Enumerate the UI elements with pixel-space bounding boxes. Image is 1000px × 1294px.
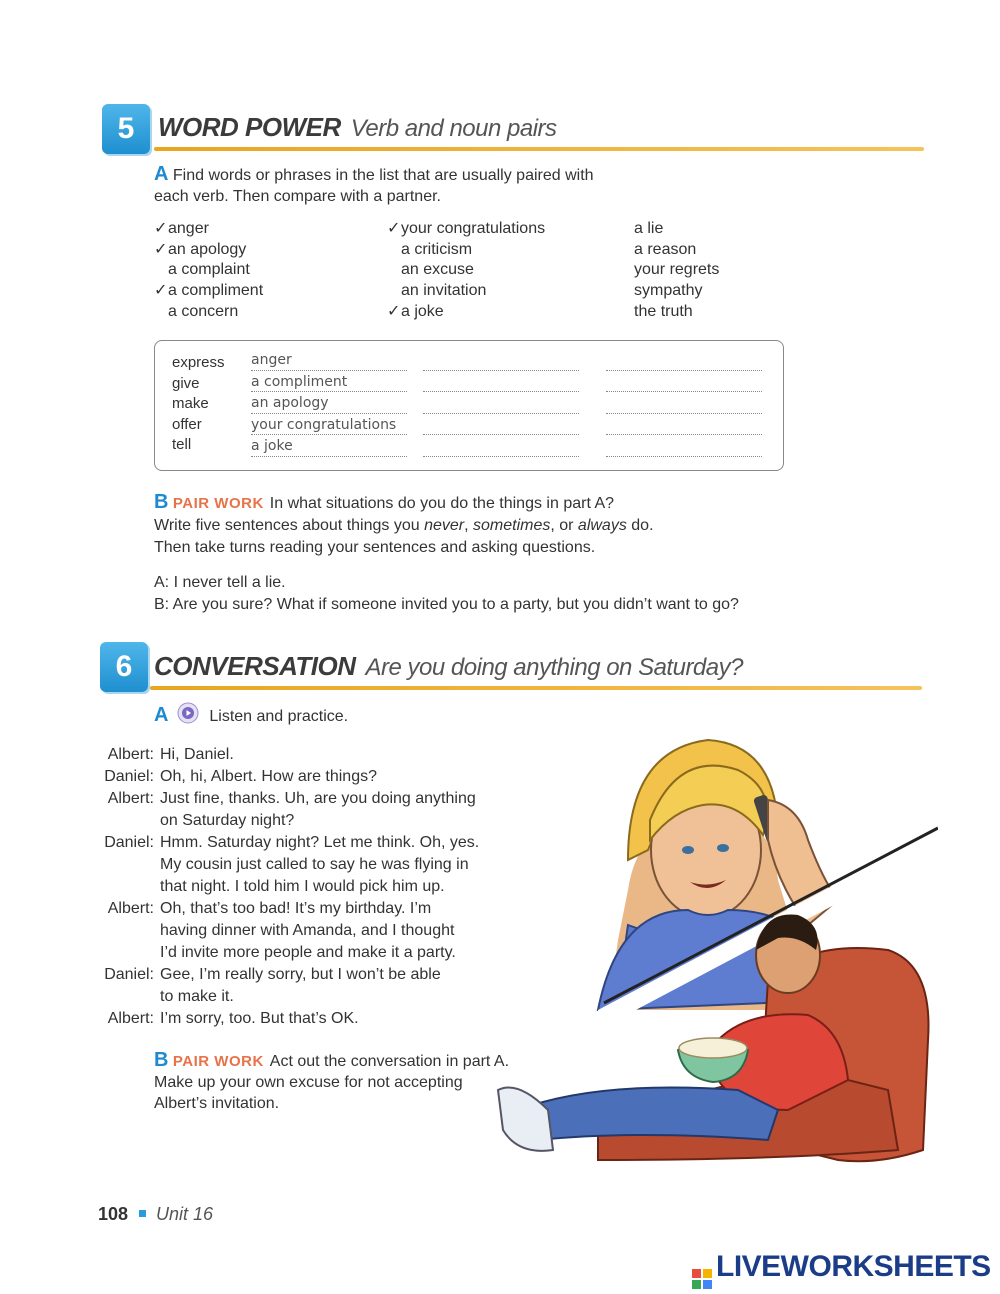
listen-instruction: Listen and practice. xyxy=(209,708,349,725)
pair-work-label: PAIR WORK xyxy=(172,495,264,512)
part-a-letter: A xyxy=(154,704,169,726)
answer-column-2 xyxy=(423,350,579,458)
word-list-column-2 xyxy=(387,219,545,323)
word-list-column-1 xyxy=(154,219,263,323)
dialogue-turn: Albert: Hi, Daniel. xyxy=(96,744,556,766)
part-b-letter: B xyxy=(154,491,169,513)
example-dialogue xyxy=(154,572,854,616)
part-b-line-1: Act out the conversation in part A. xyxy=(269,1053,510,1070)
verb-column xyxy=(172,353,225,456)
word-list-item: a concern xyxy=(168,302,239,320)
word-list-item: a lie xyxy=(634,220,664,237)
audio-play-icon[interactable] xyxy=(177,702,199,730)
verb-label: give xyxy=(172,374,200,392)
word-list-item: ✓a joke xyxy=(387,302,545,323)
part-b-line-2: Make up your own excuse for not accepting xyxy=(154,1074,463,1091)
answer-field[interactable] xyxy=(423,393,579,414)
checkmark-icon: ✓ xyxy=(387,220,401,237)
answer-field[interactable] xyxy=(606,393,762,414)
dialogue-turn: Daniel: Gee, I’m really sorry, but I won’t be able to make it. xyxy=(96,964,556,1008)
section-6-subtitle: Are you doing anything on Saturday? xyxy=(365,654,743,681)
word-list-item: ✓anger xyxy=(154,219,263,240)
speaker-name: Albert: xyxy=(107,790,154,807)
section-6-divider xyxy=(150,686,922,690)
answer-field[interactable] xyxy=(606,436,762,457)
dialogue-turn: Daniel: Hmm. Saturday night? Let me think. Oh, yes. My cousin just called to say he was flying in that night. I told him I would pick him up. xyxy=(96,832,556,898)
section-6-number-badge: 6 xyxy=(100,642,148,692)
answer-field[interactable] xyxy=(423,415,579,436)
answer-field[interactable] xyxy=(606,350,762,371)
footer-square-icon xyxy=(139,1210,146,1217)
example-line-a: A: I never tell a lie. xyxy=(154,574,286,591)
word-list-item: ✓a compliment xyxy=(154,281,263,302)
dialogue-turn: Albert: I’m sorry, too. But that’s OK. xyxy=(96,1008,556,1030)
answer-field[interactable]: a compliment xyxy=(251,372,407,393)
liveworksheets-brand: LIVEWORKSHEETS xyxy=(716,1250,991,1283)
speaker-name: Daniel: xyxy=(104,768,154,785)
speaker-name: Albert: xyxy=(107,1010,154,1027)
answer-field[interactable] xyxy=(423,436,579,457)
checkmark-icon: ✓ xyxy=(387,302,401,320)
part-b-line-3: Then take turns reading your sentences and asking questions. xyxy=(154,539,596,556)
speaker-name: Daniel: xyxy=(104,834,154,851)
word-list-item: your regrets xyxy=(634,261,720,279)
answer-field[interactable]: anger xyxy=(251,350,407,371)
verb-label: express xyxy=(172,354,225,371)
verb-label: make xyxy=(172,395,209,412)
speaker-name: Albert: xyxy=(107,900,154,917)
answer-field[interactable] xyxy=(423,372,579,393)
liveworksheets-logo-icon xyxy=(692,1269,712,1289)
word-list-item: an excuse xyxy=(401,261,474,279)
dialogue-turn: Daniel: Oh, hi, Albert. How are things? xyxy=(96,766,556,788)
checkmark-icon: ✓ xyxy=(154,220,168,237)
section-5-number-badge: 5 xyxy=(102,104,150,154)
word-list-column-3 xyxy=(634,219,719,323)
section-5-part-b xyxy=(154,491,794,559)
pair-work-label: PAIR WORK xyxy=(172,1053,264,1070)
answer-field[interactable] xyxy=(606,372,762,393)
answer-column-1 xyxy=(251,350,407,458)
answer-field[interactable] xyxy=(423,350,579,371)
word-list-item: ✓your congratulations xyxy=(387,219,545,240)
answer-column-3 xyxy=(606,350,762,458)
dialogue-turn: Albert: Oh, that’s too bad! It’s my birthday. I’m having dinner with Amanda, and I thought I’d invite more people and make it a party. xyxy=(96,898,556,964)
part-b-line-1: In what situations do you do the things in part A? xyxy=(269,495,615,512)
speaker-name: Albert: xyxy=(107,746,154,763)
instructions-line-1: Find words or phrases in the list that are usually paired with xyxy=(172,167,594,184)
word-list-item: ✓an apology xyxy=(154,240,263,261)
word-list-item: a reason xyxy=(634,240,697,258)
section-6-part-a xyxy=(154,702,348,730)
answer-field[interactable]: an apology xyxy=(251,393,407,414)
word-list-item: a complaint xyxy=(168,261,250,279)
page-footer xyxy=(98,1204,213,1225)
answer-field[interactable]: your congratulations xyxy=(251,415,407,436)
unit-label: Unit 16 xyxy=(155,1204,213,1224)
part-a-letter: A xyxy=(154,163,169,185)
section-6-heading xyxy=(154,651,743,682)
word-list-item: sympathy xyxy=(634,282,703,300)
dialogue-turn: Albert: Just fine, thanks. Uh, are you doing anything on Saturday night? xyxy=(96,788,556,832)
example-line-b: B: Are you sure? What if someone invited you to a party, but you didn’t want to go? xyxy=(154,596,739,613)
word-list-item: an invitation xyxy=(401,282,487,300)
page-number: 108 xyxy=(98,1204,129,1224)
section-6-title: CONVERSATION xyxy=(154,651,356,681)
phone-call-illustration xyxy=(478,710,938,1170)
part-b-letter: B xyxy=(154,1049,169,1071)
instructions-line-2: each verb. Then compare with a partner. xyxy=(154,188,441,205)
word-list-item: a criticism xyxy=(401,240,473,258)
verb-label: tell xyxy=(172,436,192,453)
section-5-heading xyxy=(158,112,557,143)
answer-field[interactable] xyxy=(606,415,762,436)
part-b-line-3: Albert’s invitation. xyxy=(154,1095,280,1112)
section-5-part-a-instructions xyxy=(154,164,674,207)
section-5-subtitle: Verb and noun pairs xyxy=(350,115,557,142)
verb-label: offer xyxy=(172,415,202,433)
part-b-line-2: Write five sentences about things you never, sometimes, or always do. xyxy=(154,517,654,534)
answer-field[interactable]: a joke xyxy=(251,436,407,457)
checkmark-icon: ✓ xyxy=(154,240,168,258)
section-5-title: WORD POWER xyxy=(158,112,341,142)
checkmark-icon: ✓ xyxy=(154,282,168,300)
section-5-divider xyxy=(154,147,924,151)
word-list-item: the truth xyxy=(634,302,693,320)
speaker-name: Daniel: xyxy=(104,966,154,983)
liveworksheets-watermark xyxy=(692,1250,991,1289)
